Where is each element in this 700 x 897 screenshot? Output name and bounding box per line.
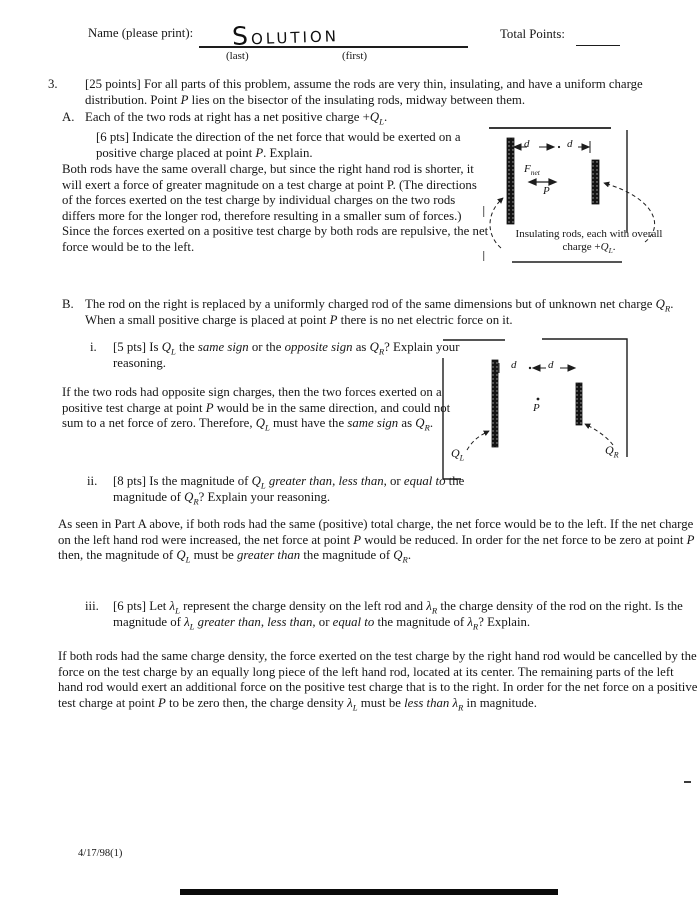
part-a-question: [6 pts] Indicate the direction of the net force that would be exerted on a positive charge placed at point P. Explain. [96,130,461,160]
part-a-answer: Both rods have the same overall charge, but since the right hand rod is shorter, it will exert a force of greater magnitude on a test charge at point P. (The directions of the forces exerted on the test charge by individual charges on the two rods differs more for the longer rod, therefore resulting in a smaller sum of forces.) Since the forces exerted on a positive test charge by both rods are repulsive, the net force would be to the left. [62,162,489,255]
ql-leader [467,431,489,450]
right-rod [592,160,599,204]
problem-statement: [25 points] For all parts of this problem, assume the rods are very thin, insulating, and have a uniform charge distribution. Point P lies on the bisector of the insulating rods, midway between them. [85,77,643,107]
item-i-answer: If the two rods had opposite sign charges, then the two forces exerted on a positive test charge at point P would be in the same direction, and could not sum to a net force of zero. Therefore, $Q_L$ must have the same sign as $Q_R$. [62,385,451,433]
last-label: (last) [226,50,249,62]
total-points-label: Total Points: [500,27,565,41]
name-underline [199,24,468,48]
total-points-underline [576,28,620,46]
qr-leader [585,424,613,445]
point-p-label: P [543,185,550,197]
first-label: (first) [342,50,368,62]
item-iii-question: [6 pts] Let $\lambda_L$ represent the charge density on the left rod and $\lambda_R$ the charge density of the rod on the right. Is the magnitude of $\lambda_L$ greater than, less than, or equal to the magnitude of $\lambda_R$? Explain. [113,599,683,632]
problem-number: 3. [48,77,58,91]
distance-label-right: d [567,138,573,150]
right-rod [576,383,582,425]
part-a-label: A. [62,110,75,124]
distance-label-left: d [524,138,530,150]
item-i-label: i. [90,340,97,354]
qr-label: $Q_R$ [605,443,619,460]
item-iii-answer: If both rods had the same charge density, the force exerted on the test charge by the right hand rod would be cancelled by the force on the test charge by an equally long piece of the left hand rod, located at its center. The remaining parts of the left hand rod would exert an additional force on the positive test charge that is to the right. In order for the net force on a positive test charge at point P to be zero then, the charge density $\lambda_L$ must be less than $\lambda_R$ in magnitude. [58,649,698,713]
ql-label: $Q_L$ [451,446,465,463]
left-rod [507,138,514,224]
distance-label-right: d [548,359,554,371]
part-b-intro: The rod on the right is replaced by a uniformly charged rod of the same dimensions but of unknown net charge $Q_R$. When a small positive charge is placed at point P there is no net electric force on it. [85,297,674,327]
scan-artifact-bottom-bar [180,889,558,895]
fnet-label: $F_{net}$ [524,163,540,178]
part-b-label: B. [62,297,74,311]
left-rod [492,360,498,447]
part-a-intro: Each of the two rods at right has a net positive charge $+Q_L$. [85,110,388,127]
item-ii-answer: As seen in Part A above, if both rods had the same (positive) total charge, the net force would be to the left. If the net charge on the left hand rod were increased, the net force at point P would be reduced. In order for the net force to be zero at point P then, the magnitude of $Q_L$ must be greater than the magnitude of $Q_R$. [58,517,695,565]
figure-b [435,337,635,483]
item-iii-label: iii. [85,599,99,613]
figure-a-caption: Insulating rods, each with overall charge $+Q_L$. [515,228,663,256]
item-i-question: [5 pts] Is $Q_L$ the same sign or the opposite sign as $Q_R$? Explain your reasoning. [113,340,460,370]
scan-artifact-dash [684,781,691,783]
handwritten-solution: SOLUTION [231,21,340,51]
point-p-dot [537,398,540,401]
point-p-label: P [533,402,540,414]
figure-b-top-right-border [542,339,627,460]
name-label: Name (please print): [88,26,194,40]
figure-a [483,124,695,274]
distance-label-left: d [511,359,517,371]
item-ii-label: ii. [87,474,98,488]
footer-date-code: 4/17/98(1) [78,848,123,859]
item-ii-question: [8 pts] Is the magnitude of $Q_L$ greater than, less than, or equal to the magnitude of $Q_R$? Explain your reasoning. [113,474,465,507]
